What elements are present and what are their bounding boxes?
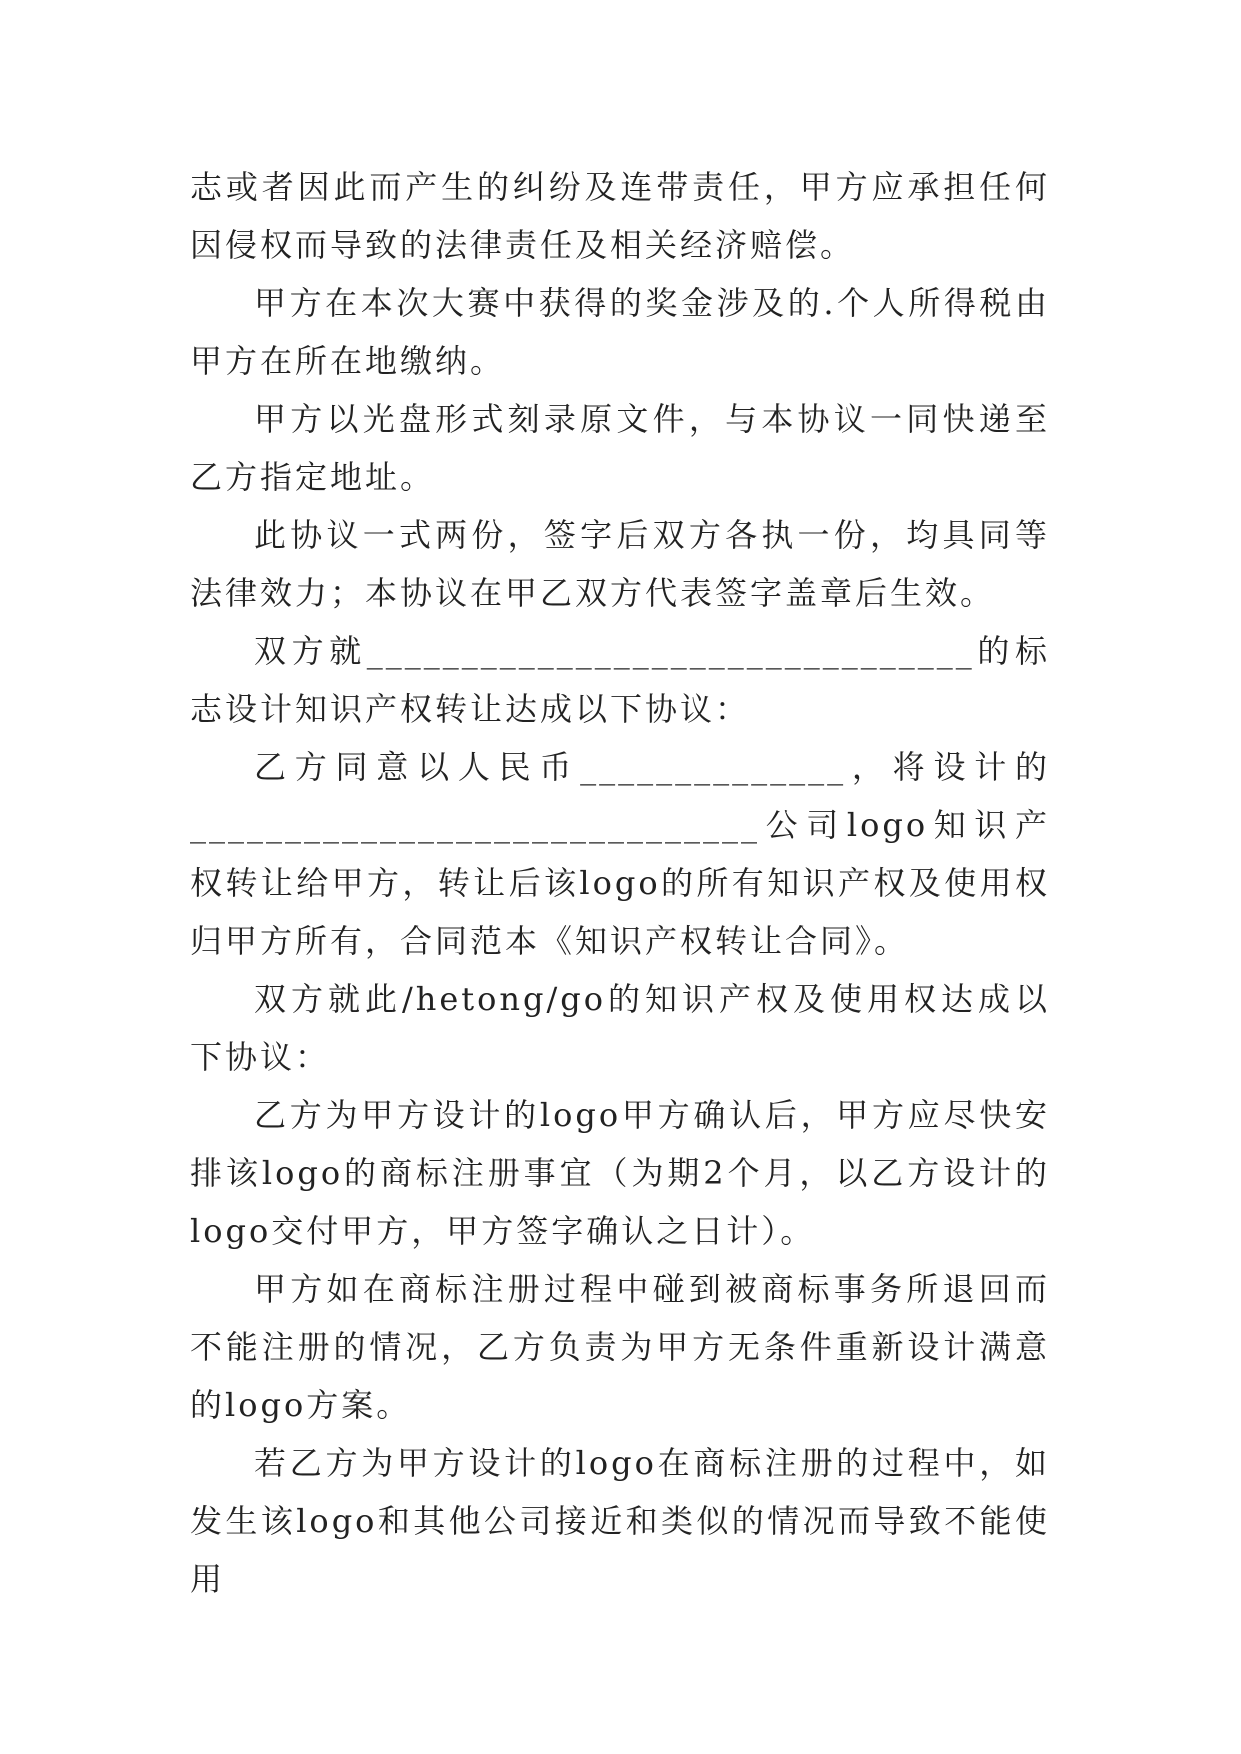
paragraph-5-after: 的标志设计知识产权转让达成以下协议： — [190, 632, 1050, 728]
fill-in-blank-company: ______________________________ — [190, 806, 760, 844]
paragraph-6-before: 乙方同意以人民币 — [254, 748, 581, 786]
paragraph-6-line-1 — [190, 738, 1050, 796]
paragraph-9: 甲方如在商标注册过程中碰到被商标事务所退回而不能注册的情况，乙方负责为甲方无条件重新设计满意的logo方案。 — [190, 1270, 1050, 1424]
paragraph-7: 双方就此/hetong/go的知识产权及使用权达成以下协议： — [190, 980, 1050, 1076]
paragraph-2: 甲方在本次大赛中获得的奖金涉及的.个人所得税由甲方在所在地缴纳。 — [190, 284, 1050, 380]
paragraph-6-rest — [190, 796, 1050, 970]
paragraph-6-rest-text: 公司logo知识产权转让给甲方，转让后该logo的所有知识产权及使用权归甲方所有，合同范本《知识产权转让合同》。 — [190, 806, 1050, 960]
paragraph-1: 志或者因此而产生的纠纷及连带责任，甲方应承担任何因侵权而导致的法律责任及相关经济赔偿。 — [190, 168, 1050, 264]
paragraph-8: 乙方为甲方设计的logo甲方确认后，甲方应尽快安排该logo的商标注册事宜（为期2个月，以乙方设计的logo交付甲方，甲方签字确认之日计）。 — [190, 1096, 1050, 1250]
paragraph-5 — [190, 622, 1050, 738]
fill-in-blank-subject: ________________________________ — [366, 632, 975, 670]
paragraph-10: 若乙方为甲方设计的logo在商标注册的过程中，如发生该logo和其他公司接近和类似的情况而导致不能使用 — [190, 1444, 1050, 1598]
document-body — [190, 158, 1050, 1608]
paragraph-4: 此协议一式两份，签字后双方各执一份，均具同等法律效力；本协议在甲乙双方代表签字盖章后生效。 — [190, 516, 1050, 612]
paragraph-6-after: ，将设计的 — [846, 748, 1050, 786]
fill-in-blank-amount: ______________ — [580, 748, 847, 786]
paragraph-3: 甲方以光盘形式刻录原文件，与本协议一同快递至乙方指定地址。 — [190, 400, 1050, 496]
paragraph-5-before: 双方就 — [254, 632, 367, 670]
